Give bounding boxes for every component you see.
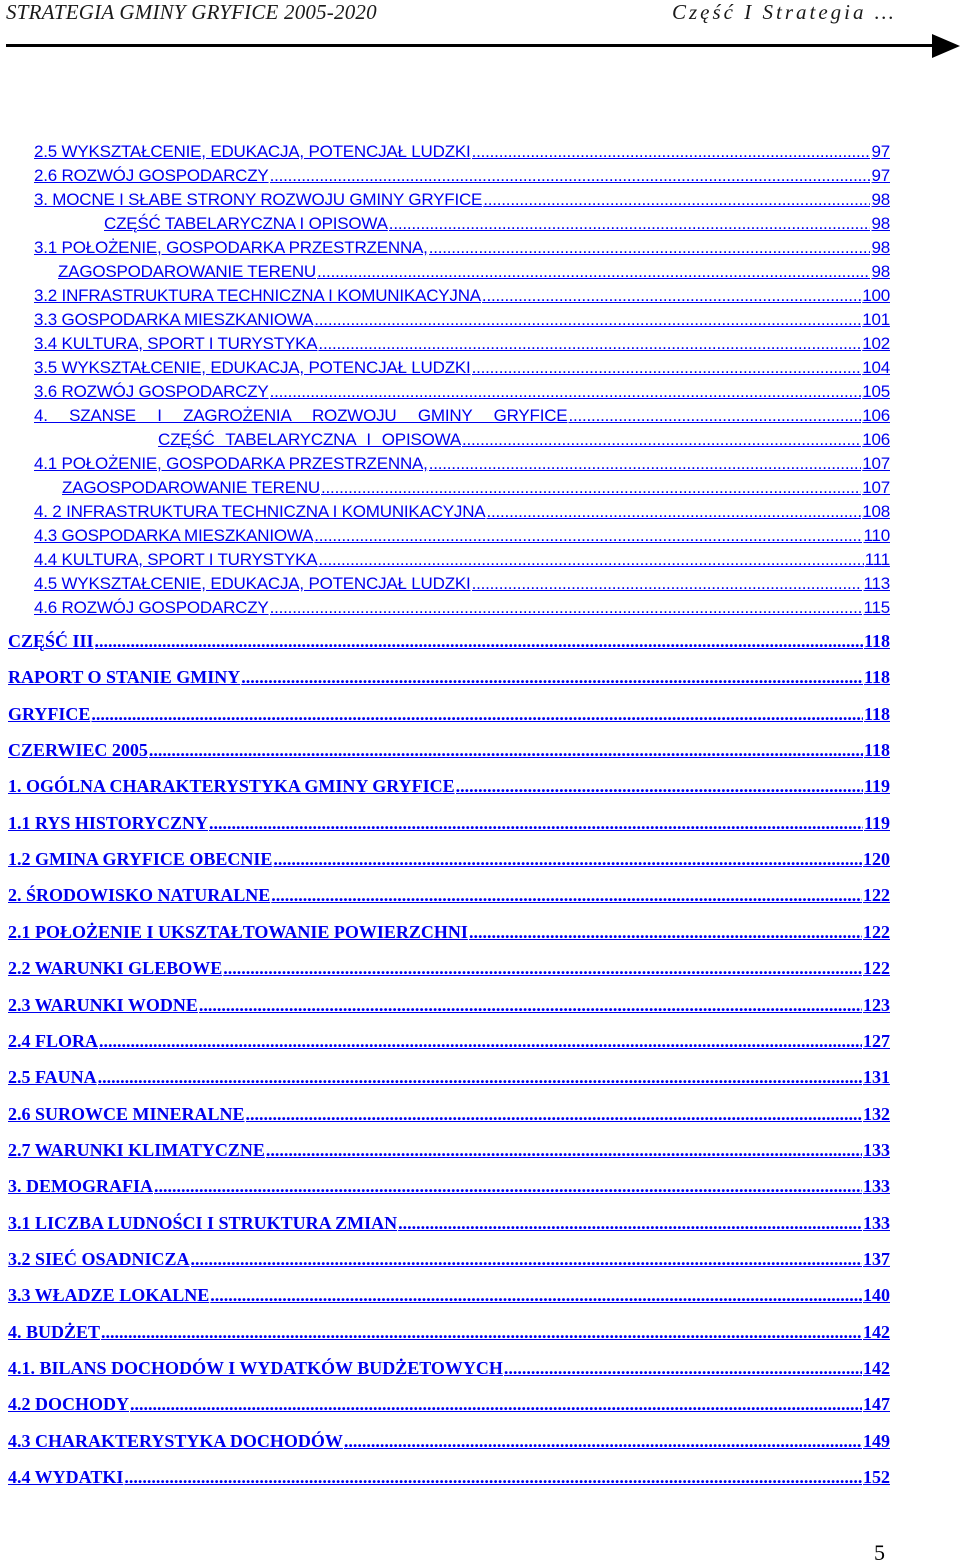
toc-entry-page: 107 (862, 478, 890, 497)
toc-entry[interactable] (0, 1030, 890, 1052)
toc-dot-leader (318, 550, 863, 570)
toc-entry-page: 119 (863, 813, 890, 833)
toc-entry[interactable] (0, 260, 890, 282)
toc-entry-page: 119 (863, 776, 890, 796)
toc-entry[interactable] (0, 284, 890, 306)
toc-dot-leader (456, 776, 863, 797)
toc-entry-page: 98 (871, 214, 890, 233)
toc-entry-label: 4.4 WYDATKI (8, 1467, 124, 1487)
toc-dot-leader (271, 885, 862, 906)
toc-entry-page: 100 (862, 286, 890, 305)
toc-entry-page: 113 (863, 574, 890, 593)
toc-dot-leader (469, 922, 862, 943)
header-rule (6, 44, 934, 47)
toc-entry-page: 133 (863, 1140, 890, 1160)
toc-entry[interactable] (0, 356, 890, 378)
toc-entry-label: 2.3 WARUNKI WODNE (8, 995, 198, 1015)
toc-entry[interactable] (0, 666, 890, 688)
toc-dot-leader (472, 142, 871, 162)
toc-entry-label: 3. MOCNE I SŁABE STRONY ROZWOJU GMINY GRYFICE (34, 190, 483, 209)
toc-entry-label: 2.2 WARUNKI GLEBOWE (8, 958, 223, 978)
toc-entry-page: 122 (863, 958, 890, 978)
toc-entry[interactable] (0, 848, 890, 870)
toc-entry-label: 2.1 POŁOŻENIE I UKSZTAŁTOWANIE POWIERZCHNI (8, 922, 468, 942)
toc-entry[interactable] (0, 1284, 890, 1306)
toc-entry-page: 147 (863, 1394, 890, 1414)
toc-entry[interactable] (0, 188, 890, 210)
toc-dot-leader (462, 430, 861, 450)
toc-dot-leader (314, 526, 862, 546)
toc-entry-label: CZERWIEC 2005 (8, 740, 148, 760)
toc-dot-leader (389, 214, 871, 234)
toc-entry-page: 102 (862, 334, 890, 353)
toc-dot-leader (149, 740, 863, 761)
toc-entry-page: 118 (863, 704, 890, 724)
toc-entry[interactable] (0, 308, 890, 330)
toc-dot-leader (241, 667, 863, 688)
toc-entry-label: CZĘŚĆ III (8, 631, 94, 651)
page-number: 5 (874, 1540, 885, 1565)
toc-dot-leader (270, 166, 871, 186)
toc-dot-leader (246, 1104, 862, 1125)
toc-entry-label: 3. DEMOGRAFIA (8, 1176, 153, 1196)
toc-entry[interactable] (0, 1321, 890, 1343)
toc-entry[interactable] (0, 140, 890, 162)
toc-entry-label: 4.5 WYKSZTAŁCENIE, EDUKACJA, POTENCJAŁ LUDZKI (34, 574, 471, 593)
toc-entry[interactable] (0, 404, 890, 426)
toc-entry-label: ZAGOSPODAROWANIE TERENU (58, 262, 316, 281)
toc-entry[interactable] (0, 1430, 890, 1452)
toc-entry[interactable] (0, 775, 890, 797)
toc-entry-label: 4.6 ROZWÓJ GOSPODARCZY (34, 598, 269, 617)
toc-entry-page: 122 (863, 885, 890, 905)
toc-entry-page: 142 (863, 1358, 890, 1378)
part-title: Część I Strategia … (672, 0, 897, 24)
toc-entry-label: 3.1 POŁOŻENIE, GOSPODARKA PRZESTRZENNA, (34, 238, 428, 257)
toc-dot-leader (199, 995, 862, 1016)
toc-entry-label: 3.6 ROZWÓJ GOSPODARCZY (34, 382, 269, 401)
toc-entry-page: 142 (863, 1322, 890, 1342)
toc-dot-leader (191, 1249, 862, 1270)
toc-entry-label: 2.6 SUROWCE MINERALNE (8, 1104, 245, 1124)
toc-dot-leader (99, 1031, 862, 1052)
toc-entry[interactable] (0, 1248, 890, 1270)
toc-entry-page: 132 (863, 1104, 890, 1124)
toc-entry[interactable] (0, 572, 890, 594)
toc-dot-leader (91, 704, 863, 725)
toc-entry[interactable] (0, 957, 890, 979)
toc-entry-page: 120 (863, 849, 890, 869)
toc-entry[interactable] (0, 236, 890, 258)
toc-dot-leader (98, 1067, 862, 1088)
toc-entry[interactable] (0, 884, 890, 906)
toc-entry-page: 140 (863, 1285, 890, 1305)
toc-dot-leader (321, 478, 861, 498)
toc-entry-label: 1.1 RYS HISTORYCZNY (8, 813, 208, 833)
toc-entry[interactable] (0, 630, 890, 652)
toc-entry-page: 123 (863, 995, 890, 1015)
toc-entry-page: 118 (863, 740, 890, 760)
toc-entry[interactable] (0, 1393, 890, 1415)
toc-entry-page: 108 (862, 502, 890, 521)
toc-entry-label: 2.6 ROZWÓJ GOSPODARCZY (34, 166, 269, 185)
toc-dot-leader (486, 502, 861, 522)
toc-entry-label: 1.2 GMINA GRYFICE OBECNIE (8, 849, 273, 869)
toc-entry[interactable] (0, 921, 890, 943)
toc-dot-leader (472, 574, 863, 594)
toc-entry-page: 106 (862, 406, 890, 425)
toc-entry[interactable] (0, 703, 890, 725)
toc-entry-label: 2.5 FAUNA (8, 1067, 97, 1087)
toc-entry[interactable] (0, 1175, 890, 1197)
toc-entry[interactable] (0, 428, 890, 450)
toc-dot-leader (266, 1140, 862, 1161)
toc-entry[interactable] (0, 812, 890, 834)
toc-entry[interactable] (0, 1466, 890, 1488)
toc-dot-leader (317, 262, 870, 282)
toc-entry-label: CZĘŚĆ TABELARYCZNA I OPISOWA (104, 214, 388, 233)
toc-dot-leader (95, 631, 863, 652)
toc-entry[interactable] (0, 212, 890, 234)
toc-entry-page: 104 (862, 358, 890, 377)
toc-entry[interactable] (0, 1103, 890, 1125)
toc-entry-label: 3.3 GOSPODARKA MIESZKANIOWA (34, 310, 314, 329)
toc-entry[interactable] (0, 1139, 890, 1161)
toc-entry[interactable] (0, 332, 890, 354)
toc-entry-label: GRYFICE (8, 704, 91, 724)
toc-dot-leader (483, 190, 870, 210)
toc-entry-page: 118 (863, 667, 890, 687)
toc-entry-label: 4.3 GOSPODARKA MIESZKANIOWA (34, 526, 314, 545)
toc-entry-page: 131 (863, 1067, 890, 1087)
toc-entry[interactable] (0, 1212, 890, 1234)
toc-dot-leader (429, 454, 862, 474)
toc-entry-label: 2.4 FLORA (8, 1031, 98, 1051)
toc-dot-leader (270, 598, 863, 618)
toc-dot-leader (210, 1285, 862, 1306)
toc-entry-label: RAPORT O STANIE GMINY (8, 667, 241, 687)
toc-entry-label: 4.2 DOCHODY (8, 1394, 129, 1414)
toc-entry-page: 152 (863, 1467, 890, 1487)
toc-entry[interactable] (0, 596, 890, 618)
toc-entry-page: 115 (863, 598, 890, 617)
toc-entry-page: 98 (871, 238, 890, 257)
toc-entry-label: 2. ŚRODOWISKO NATURALNE (8, 885, 271, 905)
toc-entry-label: 1. OGÓLNA CHARAKTERYSTYKA GMINY GRYFICE (8, 776, 455, 796)
toc-entry-page: 122 (863, 922, 890, 942)
arrow-right-icon (932, 34, 960, 58)
toc-entry-label: ZAGOSPODAROWANIE TERENU (62, 478, 320, 497)
toc-dot-leader (482, 286, 861, 306)
toc-entry-page: 133 (863, 1176, 890, 1196)
toc-dot-leader (344, 1431, 862, 1452)
toc-entry[interactable] (0, 1066, 890, 1088)
toc-entry-label: 4. 2 INFRASTRUKTURA TECHNICZNA I KOMUNIKACYJNA (34, 502, 486, 521)
toc-entry-label: CZĘŚĆ TABELARYCZNA I OPISOWA (158, 430, 461, 449)
toc-dot-leader (130, 1394, 862, 1415)
toc-entry-page: 97 (871, 142, 890, 161)
toc-entry[interactable] (0, 548, 890, 570)
toc-dot-leader (429, 238, 871, 258)
toc-entry[interactable] (0, 500, 890, 522)
toc-dot-leader (472, 358, 862, 378)
toc-dot-leader (101, 1322, 862, 1343)
toc-entry[interactable] (0, 994, 890, 1016)
toc-dot-leader (270, 382, 862, 402)
toc-entry-label: 4.3 CHARAKTERYSTYKA DOCHODÓW (8, 1431, 343, 1451)
toc-entry-page: 133 (863, 1213, 890, 1233)
toc-dot-leader (124, 1467, 862, 1488)
toc-dot-leader (273, 849, 862, 870)
toc-entry-label: 4.4 KULTURA, SPORT I TURYSTYKA (34, 550, 318, 569)
toc-entry-page: 101 (862, 310, 890, 329)
toc-entry-page: 97 (871, 166, 890, 185)
toc-dot-leader (154, 1176, 862, 1197)
toc-entry[interactable] (0, 380, 890, 402)
toc-entry-label: 3.5 WYKSZTAŁCENIE, EDUKACJA, POTENCJAŁ LUDZKI (34, 358, 471, 377)
toc-entry-label: 4.1. BILANS DOCHODÓW I WYDATKÓW BUDŻETOWYCH (8, 1358, 503, 1378)
document-title: STRATEGIA GMINY GRYFICE 2005-2020 (6, 0, 377, 24)
toc-entry-page: 149 (863, 1431, 890, 1451)
toc-entry-label: 2.7 WARUNKI KLIMATYCZNE (8, 1140, 265, 1160)
toc-entry-label: 3.3 WŁADZE LOKALNE (8, 1285, 210, 1305)
toc-dot-leader (314, 310, 861, 330)
toc-entry[interactable] (0, 164, 890, 186)
toc-entry-label: 4. BUDŻET (8, 1322, 101, 1342)
toc-entry[interactable] (0, 476, 890, 498)
toc-entry-page: 118 (863, 631, 890, 651)
toc-entry-label: 2.5 WYKSZTAŁCENIE, EDUKACJA, POTENCJAŁ LUDZKI (34, 142, 471, 161)
toc-entry-page: 137 (863, 1249, 890, 1269)
toc-dot-leader (398, 1213, 862, 1234)
toc-dot-leader (223, 958, 862, 979)
toc-entry-page: 98 (871, 190, 890, 209)
toc-dot-leader (504, 1358, 862, 1379)
toc-dot-leader (209, 813, 863, 834)
toc-entry-label: 4.1 POŁOŻENIE, GOSPODARKA PRZESTRZENNA, (34, 454, 428, 473)
toc-entry[interactable] (0, 1357, 890, 1379)
toc-entry-label: 3.4 KULTURA, SPORT I TURYSTYKA (34, 334, 318, 353)
toc-entry-page: 110 (863, 526, 890, 545)
toc-entry[interactable] (0, 452, 890, 474)
toc-entry-label: 3.2 SIEĆ OSADNICZA (8, 1249, 190, 1269)
toc-dot-leader (568, 406, 861, 426)
toc-entry-page: 127 (863, 1031, 890, 1051)
toc-entry-label: 4. SZANSE I ZAGROŻENIA ROZWOJU GMINY GRYFICE (34, 406, 568, 425)
toc-entry-label: 3.1 LICZBA LUDNOŚCI I STRUKTURA ZMIAN (8, 1213, 398, 1233)
toc-entry-label: 3.2 INFRASTRUKTURA TECHNICZNA I KOMUNIKACYJNA (34, 286, 481, 305)
toc-entry-page: 107 (862, 454, 890, 473)
toc-entry-page: 111 (864, 550, 890, 569)
toc-entry-page: 98 (871, 262, 890, 281)
toc-dot-leader (318, 334, 861, 354)
toc-entry[interactable] (0, 524, 890, 546)
toc-entry[interactable] (0, 739, 890, 761)
toc-entry-page: 105 (862, 382, 890, 401)
toc-entry-page: 106 (862, 430, 890, 449)
